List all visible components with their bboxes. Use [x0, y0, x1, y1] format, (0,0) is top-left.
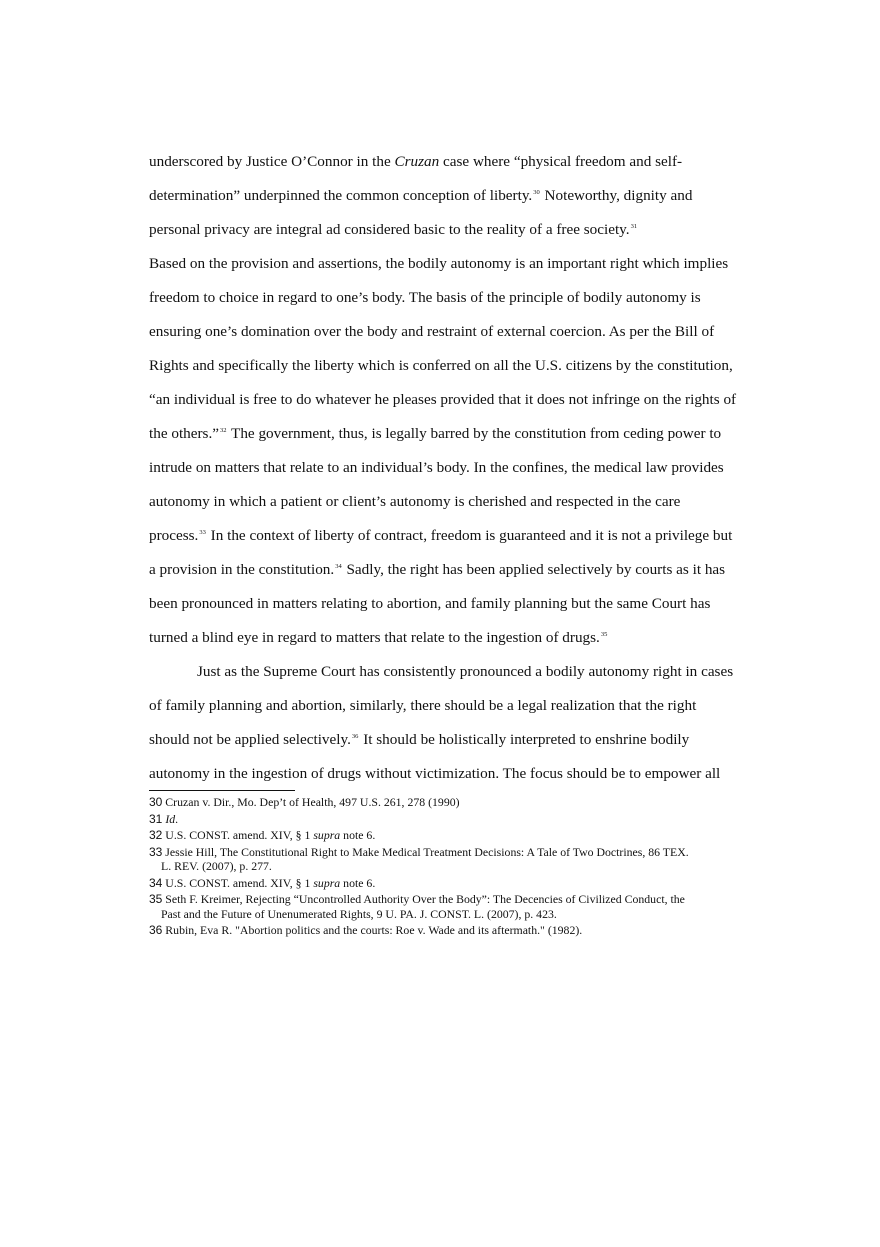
- footnote-number: 36: [149, 923, 163, 937]
- footnote-number: 30: [149, 795, 163, 809]
- footnote: 31 Id.: [149, 811, 179, 826]
- body-line: “an individual is free to do whatever he pleases provided that it does not infringe on the rights of: [149, 391, 737, 408]
- footnote: 34 U.S. CONST. amend. XIV, § 1 supra note 6.: [149, 875, 376, 890]
- footnote-separator: [149, 790, 295, 791]
- footnote-ref[interactable]: 33: [199, 529, 206, 536]
- body-line: Just as the Supreme Court has consistently pronounced a bodily autonomy right in cases: [197, 663, 734, 680]
- body-line: autonomy in which a patient or client’s autonomy is cherished and respected in the care: [149, 493, 681, 510]
- footnote: 32 U.S. CONST. amend. XIV, § 1 supra note 6.: [149, 828, 376, 842]
- body-line: process.$^{33}$ In the context of liberty of contract, freedom is guaranteed and it is not a privilege but: [149, 527, 733, 544]
- footnote-ref[interactable]: 34: [335, 563, 342, 570]
- body-line: been pronounced in matters relating to abortion, and family planning but the same Court has: [149, 595, 711, 612]
- footnote-ref[interactable]: 36: [351, 733, 359, 740]
- body-line: the others.”$^{32}$ The government, thus, is legally barred by the constitution from ceding power to: [149, 425, 722, 442]
- footnote-ref[interactable]: 30: [533, 189, 540, 196]
- footnotes: [149, 795, 739, 940]
- footnote-ref[interactable]: 32: [220, 427, 227, 434]
- body-line: personal privacy are integral ad considered basic to the reality of a free society.$^{31}$: [149, 221, 638, 238]
- body-line: underscored by Justice O’Connor in the Cruzan case where “physical freedom and self-: [149, 153, 683, 170]
- footnote: 30 Cruzan v. Dir., Mo. Dep’t of Health, 497 U.S. 261, 278 (1990): [149, 795, 460, 809]
- footnote: 36 Rubin, Eva R. "Abortion politics and the courts: Roe v. Wade and its aftermath." (1982).: [149, 923, 583, 937]
- footnote-number: 31: [149, 811, 163, 826]
- body-line: freedom to choice in regard to one’s body. The basis of the principle of bodily autonomy is: [149, 289, 701, 306]
- footnote-number: 34: [149, 875, 163, 890]
- body-line: determination” underpinned the common conception of liberty.$^{30}$ Noteworthy, dignity and: [149, 187, 693, 204]
- body-text: [149, 145, 739, 791]
- footnote-ref[interactable]: 35: [600, 631, 608, 638]
- body-line: should not be applied selectively.$^{36}$ It should be holistically interpreted to enshrine bodily: [149, 731, 690, 748]
- footnote-ref[interactable]: 31: [630, 223, 638, 230]
- footnote-number: 35: [149, 892, 163, 906]
- body-line: a provision in the constitution.$^{34}$ Sadly, the right has been applied selectively by courts as it has: [149, 561, 726, 578]
- body-line: autonomy in the ingestion of drugs without victimization. The focus should be to empower all: [149, 765, 721, 782]
- body-line: turned a blind eye in regard to matters that relate to the ingestion of drugs.$^{35}$: [149, 629, 608, 646]
- footnote: 35 Seth F. Kreimer, Rejecting “Uncontrolled Authority Over the Body”: The Decencies of Civilized Conduct, the Past and the Future of Unenumerated Rights, 9 U. PA. J. CONST. L. (2007), p. 423.: [149, 892, 685, 921]
- body-line: ensuring one’s domination over the body and restraint of external coercion. As per the Bill of: [149, 323, 715, 340]
- body-line: of family planning and abortion, similarly, there should be a legal realization that the right: [149, 697, 697, 714]
- body-line: Rights and specifically the liberty which is conferred on all the U.S. citizens by the constitution,: [149, 357, 733, 374]
- footnote: 33 Jessie Hill, The Constitutional Right to Make Medical Treatment Decisions: A Tale of Two Doctrines, 86 TEX. L. REV. (2007), p. 277.: [149, 844, 689, 873]
- footnote-number: 33: [149, 844, 163, 859]
- body-line: Based on the provision and assertions, the bodily autonomy is an important right which implies: [149, 255, 729, 272]
- footnote-number: 32: [149, 828, 163, 842]
- body-line: intrude on matters that relate to an individual’s body. In the confines, the medical law provides: [149, 459, 724, 476]
